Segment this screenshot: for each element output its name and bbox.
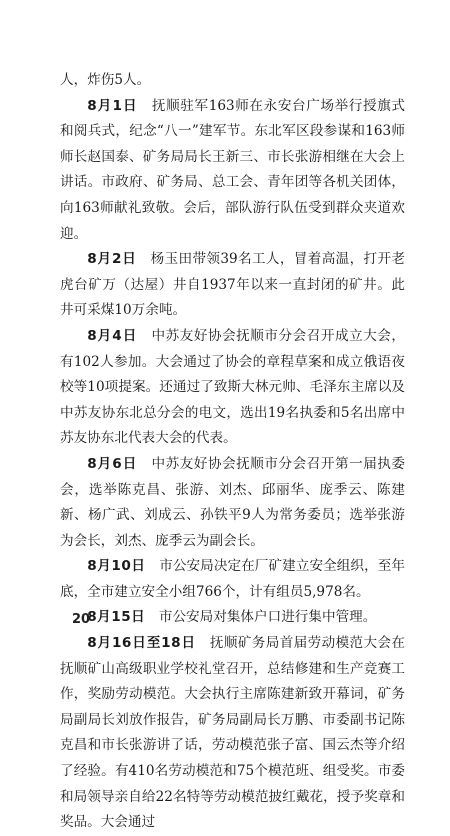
entry-text: 抚顺矿务局首届劳动模范大会在抚顺矿山高级职业学校礼堂召开，总结修建和生产竞赛工作，奖励劳动模范。大会执行主席陈建新致开幕词，矿务局副局长刘放作报告，矿务局副局长万鹏、市委副书记陈克昌和市长张游讲了话，劳动模范张子富、国云杰等介绍了经验。有410名劳动模范和75个模范班、组受奖。市委和局领导亲自给22名特等劳动模范披红戴花，授予奖章和奖品。大会通过 <box>60 635 406 831</box>
entry-text: 杨玉田带领39名工人，冒着高温，打开老虎台矿万（达屋）井自1937年以来一直封闭的矿井。此井可采煤10万余吨。 <box>60 251 406 319</box>
chronicle-text <box>60 68 405 836</box>
entry-date: 8月15日 <box>87 609 146 626</box>
entry-2 <box>60 247 405 324</box>
entry-text: 抚顺驻军163师在永安台广场举行授旗式和阅兵式，纪念“八一”建军节。东北军区段参谋和163师师长赵国泰、矿务局局长王新三、市长张游相继在大会上讲话。市政府、矿务局、总工会、青年团等各机关团体，向163师献礼致敬。会后，部队游行队伍受到群众夹道欢迎。 <box>60 97 405 242</box>
entry-text: 人，炸伤5人。 <box>60 72 151 88</box>
entry-3 <box>60 324 405 452</box>
entry-text: 中苏友好协会抚顺市分会召开第一届执委会，选举陈克昌、张游、刘杰、邱丽华、庞季云、陈建新、杨广武、刘成云、孙铁平9人为常务委员；选举张游为会长，刘杰、庞季云为副会长。 <box>60 455 406 549</box>
entry-date: 8月2日 <box>87 251 137 268</box>
entry-date: 8月10日 <box>87 558 146 575</box>
entry-text: 市公安局决定在厂矿建立安全组织，至年底，全市建立安全小组766个，计有组员5,978名。 <box>60 558 405 600</box>
entry-date: 8月16日至18日 <box>87 635 196 652</box>
entry-5 <box>60 554 405 605</box>
entry-text: 市公安局对集体户口进行集中管理。 <box>158 609 377 626</box>
entry-date: 8月6日 <box>87 455 138 472</box>
entry-date: 8月4日 <box>87 327 138 344</box>
entry-1 <box>60 94 405 248</box>
entry-0 <box>60 68 405 94</box>
entry-text: 中苏友好协会抚顺市分会召开成立大会，有102人参加。大会通过了协会的章程草案和成立俄语夜校等10项提案。还通过了致斯大林元帅、毛泽东主席以及中苏友协东北总分会的电文，选出19名执委和5名出席中苏友协东北代表大会的代表。 <box>60 327 406 447</box>
entry-4 <box>60 452 405 554</box>
entry-6 <box>60 605 405 631</box>
entry-7 <box>60 631 405 836</box>
entry-date: 8月1日 <box>87 97 138 114</box>
page-number: 20 <box>72 612 91 627</box>
